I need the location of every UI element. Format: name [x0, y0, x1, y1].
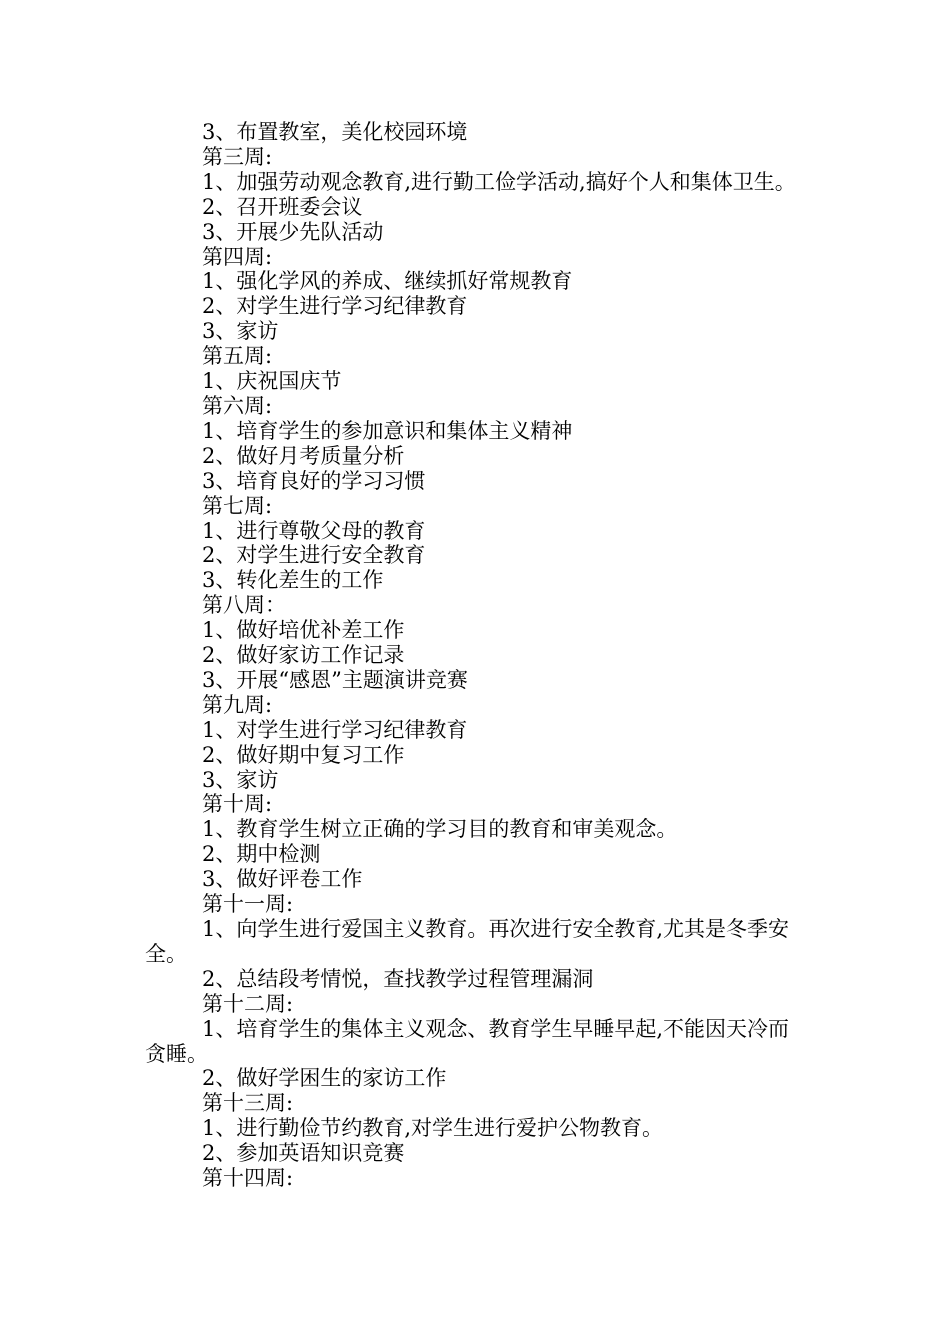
week-heading: 第十四周: [202, 1166, 294, 1191]
week-heading: 第十周: [202, 792, 273, 817]
text-line: 3、家访 [202, 767, 279, 792]
text-line: 1、教育学生树立正确的学习目的教育和审美观念。 [202, 817, 678, 842]
text-line: 3、开展少先队活动 [202, 219, 384, 244]
text-line: 3、开展“感恩”主题演讲竞赛 [202, 667, 468, 692]
week-heading: 第七周: [202, 493, 273, 518]
week-heading: 第八周： [202, 593, 286, 618]
text-line: 2、召开班委会议 [202, 194, 363, 219]
text-line: 1、加强劳动观念教育,进行勤工俭学活动,搞好个人和集体卫生。 [202, 169, 796, 194]
text-line: 1、做好培优补差工作 [202, 618, 405, 643]
text-line: 3、做好评卷工作 [202, 867, 363, 892]
text-line: 2、对学生进行学习纪律教育 [202, 294, 468, 319]
text-line: 1、培育学生的集体主义观念、教育学生早睡早起,不能因天冷而贪睡。 [145, 1016, 790, 1066]
text-line: 1、向学生进行爱国主义教育。再次进行安全教育,尤其是冬季安全。 [145, 917, 790, 966]
week-heading: 第五周: [202, 344, 273, 369]
text-line: 3、家访 [202, 319, 279, 344]
text-line: 2、做好月考质量分析 [202, 443, 405, 468]
text-line: 1、进行勤俭节约教育,对学生进行爱护公物教育。 [202, 1116, 664, 1141]
week-heading: 第十三周: [202, 1091, 294, 1116]
week-heading: 第三周: [202, 144, 273, 169]
document-page [145, 120, 810, 1191]
text-line: 1、庆祝国庆节 [202, 369, 342, 394]
text-line: 3、转化差生的工作 [202, 568, 384, 593]
text-line: 3、布置教室，美化校园环境 [202, 120, 468, 144]
week-heading: 第十二周: [202, 991, 294, 1016]
text-line: 2、对学生进行安全教育 [202, 543, 426, 568]
text-line: 1、强化学风的养成、继续抓好常规教育 [202, 269, 573, 294]
week-heading: 第六周: [202, 393, 273, 418]
text-line: 2、做好期中复习工作 [202, 742, 405, 767]
text-line: 1、进行尊敬父母的教育 [202, 518, 426, 543]
text-line: 2、总结段考情悦，查找教学过程管理漏洞 [202, 966, 594, 991]
week-heading: 第四周: [202, 244, 273, 269]
week-heading: 第十一周: [202, 892, 294, 917]
text-line: 2、做好学困生的家访工作 [202, 1066, 447, 1091]
week-heading: 第九周: [202, 692, 273, 717]
text-line: 1、对学生进行学习纪律教育 [202, 717, 468, 742]
text-line: 2、期中检测 [202, 842, 321, 867]
text-line: 3、培育良好的学习习惯 [202, 468, 426, 493]
text-line: 2、做好家访工作记录 [202, 643, 405, 668]
text-line: 1、培育学生的参加意识和集体主义精神 [202, 418, 573, 443]
text-line: 2、参加英语知识竞赛 [202, 1141, 405, 1166]
